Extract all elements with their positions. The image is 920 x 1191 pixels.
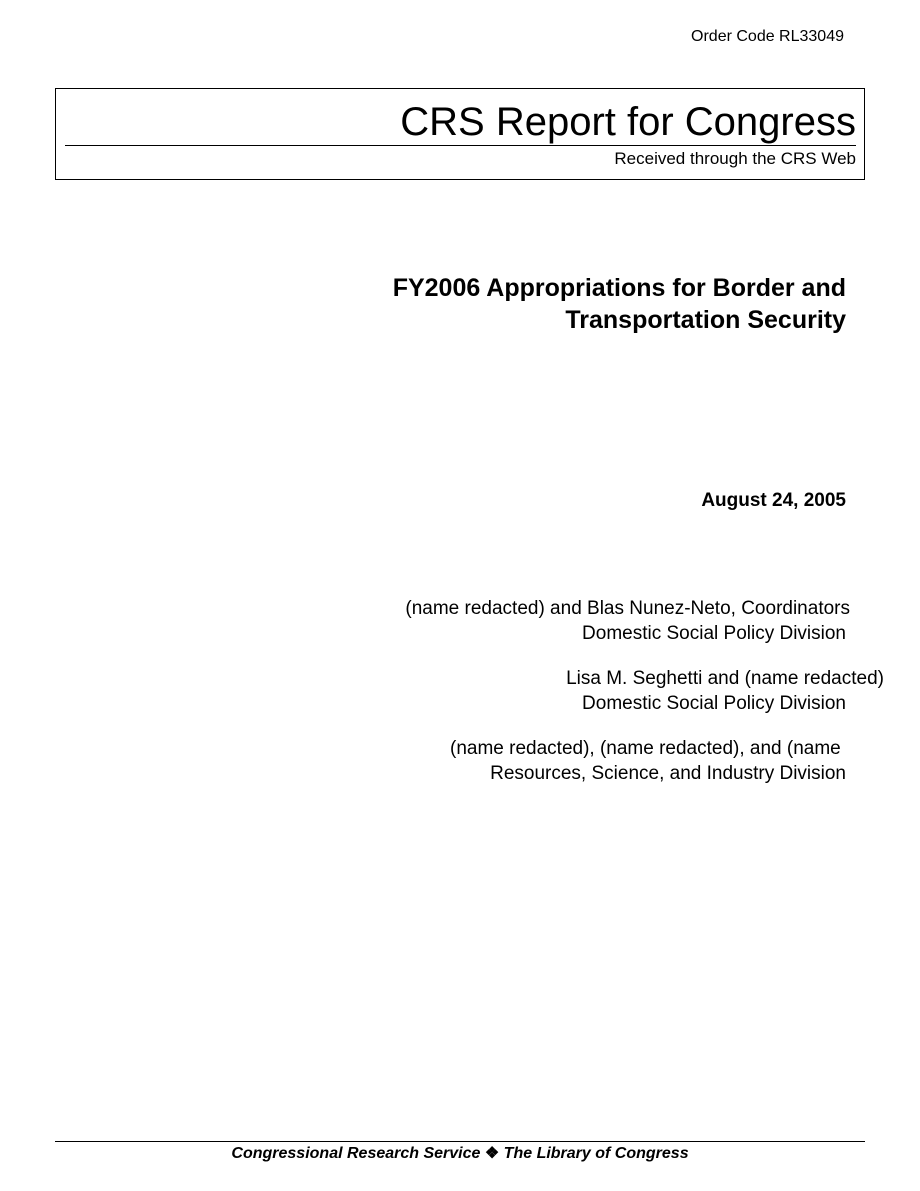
report-header-title: CRS Report for Congress — [400, 100, 856, 144]
report-title — [393, 272, 846, 336]
author-names-3: (name redacted), (name redacted), and (name — [450, 738, 841, 759]
footer-rule — [55, 1141, 865, 1142]
report-date: August 24, 2005 — [701, 490, 846, 511]
author-division-2: Domestic Social Policy Division — [582, 693, 846, 714]
footer-library: The Library of Congress — [503, 1145, 689, 1162]
report-header-box — [55, 88, 865, 180]
author-division-3: Resources, Science, and Industry Division — [490, 763, 846, 784]
footer-organization: Congressional Research Service — [231, 1145, 481, 1162]
author-names-2: Lisa M. Seghetti and (name redacted) — [566, 668, 884, 689]
report-header-subtitle: Received through the CRS Web — [614, 149, 856, 168]
report-title-line-1: FY2006 Appropriations for Border and — [392, 274, 846, 302]
footer — [0, 1143, 920, 1163]
author-names-1: (name redacted) and Blas Nunez-Neto, Coordinators — [405, 598, 850, 619]
footer-separator-icon: ❖ — [484, 1145, 500, 1162]
report-header-rule — [65, 145, 856, 146]
order-code: Order Code RL33049 — [691, 28, 844, 45]
report-title-line-2: Transportation Security — [565, 306, 846, 334]
author-division-1: Domestic Social Policy Division — [582, 623, 846, 644]
